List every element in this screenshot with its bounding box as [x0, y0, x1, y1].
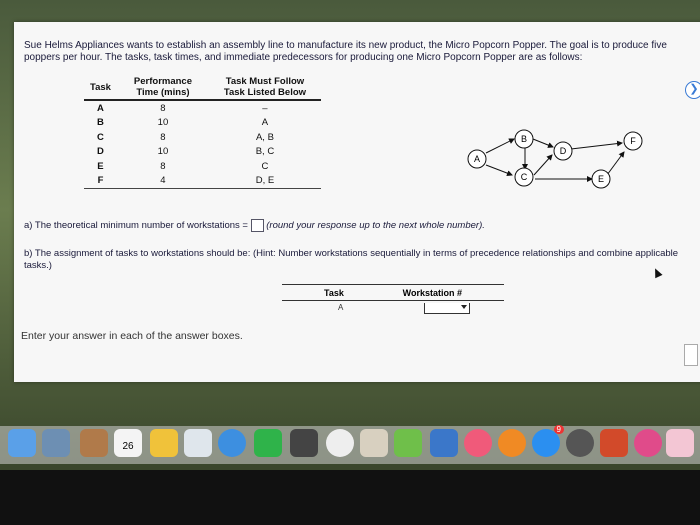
keynote-icon[interactable]: [360, 429, 388, 457]
next-arrow-icon[interactable]: ❯: [685, 81, 700, 99]
time-cell: 8: [160, 160, 166, 172]
task-cell: D: [97, 146, 104, 158]
task-cell: E: [97, 160, 104, 172]
messages-icon[interactable]: [218, 429, 246, 457]
ibooks-icon[interactable]: [498, 429, 526, 457]
flower-icon[interactable]: [666, 429, 694, 457]
time-cell: 8: [160, 102, 166, 114]
question-a-text: a) The theoretical minimum number of workstations =: [24, 220, 248, 232]
side-panel-edge: [684, 344, 698, 366]
question-b: [24, 248, 700, 272]
time-cell: 10: [157, 117, 169, 129]
photos-icon[interactable]: [326, 429, 354, 457]
notes-icon[interactable]: [150, 429, 178, 457]
finder-icon[interactable]: [8, 429, 36, 457]
keynote-presentation-icon[interactable]: [430, 429, 458, 457]
question-page: [14, 22, 700, 382]
precedence-diagram: [459, 127, 649, 207]
follow-cell: –: [262, 102, 268, 114]
table-row: [84, 159, 321, 174]
assign-header-task: Task: [324, 288, 344, 298]
header-follow: Task Must Follow Task Listed Below: [209, 75, 321, 100]
monitor-bezel: [0, 470, 700, 525]
table-row: [84, 145, 321, 160]
follow-cell: A: [261, 117, 269, 129]
assignment-table: [282, 284, 504, 315]
node-e-label: E: [597, 174, 605, 184]
table-row: [84, 116, 321, 131]
assign-header-workstation: Workstation #: [402, 288, 462, 298]
app-store-icon[interactable]: [532, 425, 561, 457]
photo-icon[interactable]: [42, 429, 70, 457]
follow-cell: A, B: [255, 131, 274, 143]
photo-booth-icon[interactable]: [290, 429, 318, 457]
question-a-hint: (round your response up to the next whole number).: [266, 220, 485, 232]
node-a-label: A: [473, 154, 481, 164]
task-cell: A: [97, 102, 104, 114]
task-table: [84, 75, 321, 189]
calendar-day: 26: [122, 441, 134, 452]
numbers-icon[interactable]: [394, 429, 422, 457]
follow-cell: D, E: [209, 174, 321, 189]
app-store-badge: 9: [554, 425, 564, 434]
problem-statement: Sue Helms Appliances wants to establish an assembly line to manufacture its new product, the Micro Popcorn Popper. The goal is to produce five poppers per hour. The tasks, task times, and immediate predecessors for producing one Micro Popcorn Popper are as follows:: [24, 40, 667, 63]
node-c-label: C: [520, 172, 528, 182]
time-cell: 4: [117, 174, 209, 189]
time-cell: 8: [160, 131, 166, 143]
assign-task-cell: A: [338, 303, 344, 312]
workstation-dropdown[interactable]: [424, 303, 470, 314]
workstations-answer-box[interactable]: [251, 219, 264, 232]
contacts-icon[interactable]: [80, 429, 108, 457]
question-b-hint: (Hint: Number workstations sequentially in terms of precedence relationships and combine applicable tasks.): [24, 248, 679, 271]
node-b-label: B: [520, 134, 528, 144]
header-task: Task: [84, 75, 117, 100]
task-cell: C: [97, 131, 104, 143]
table-row: [84, 130, 321, 145]
question-b-text: b) The assignment of tasks to workstations should be:: [24, 248, 251, 259]
task-cell: F: [84, 174, 117, 189]
task-cell: B: [97, 117, 104, 129]
follow-cell: B, C: [255, 146, 275, 158]
music-icon[interactable]: [634, 429, 662, 457]
question-a: [24, 219, 485, 232]
header-time: Performance Time (mins): [117, 75, 209, 100]
time-cell: 10: [157, 146, 169, 158]
node-d-label: D: [559, 146, 567, 156]
facetime-icon[interactable]: [254, 429, 282, 457]
itunes-icon[interactable]: [464, 429, 492, 457]
chevron-down-icon: [461, 305, 467, 309]
system-preferences-icon[interactable]: [566, 429, 594, 457]
table-row: [282, 301, 504, 315]
node-f-label: F: [630, 136, 636, 146]
calendar-icon[interactable]: [114, 429, 142, 457]
follow-cell: C: [261, 160, 269, 172]
instructions-footer: Enter your answer in each of the answer boxes.: [21, 330, 243, 342]
table-row: [84, 174, 321, 189]
powerpoint-icon[interactable]: [600, 429, 628, 457]
reminders-icon[interactable]: [184, 429, 212, 457]
table-row: [84, 100, 321, 116]
